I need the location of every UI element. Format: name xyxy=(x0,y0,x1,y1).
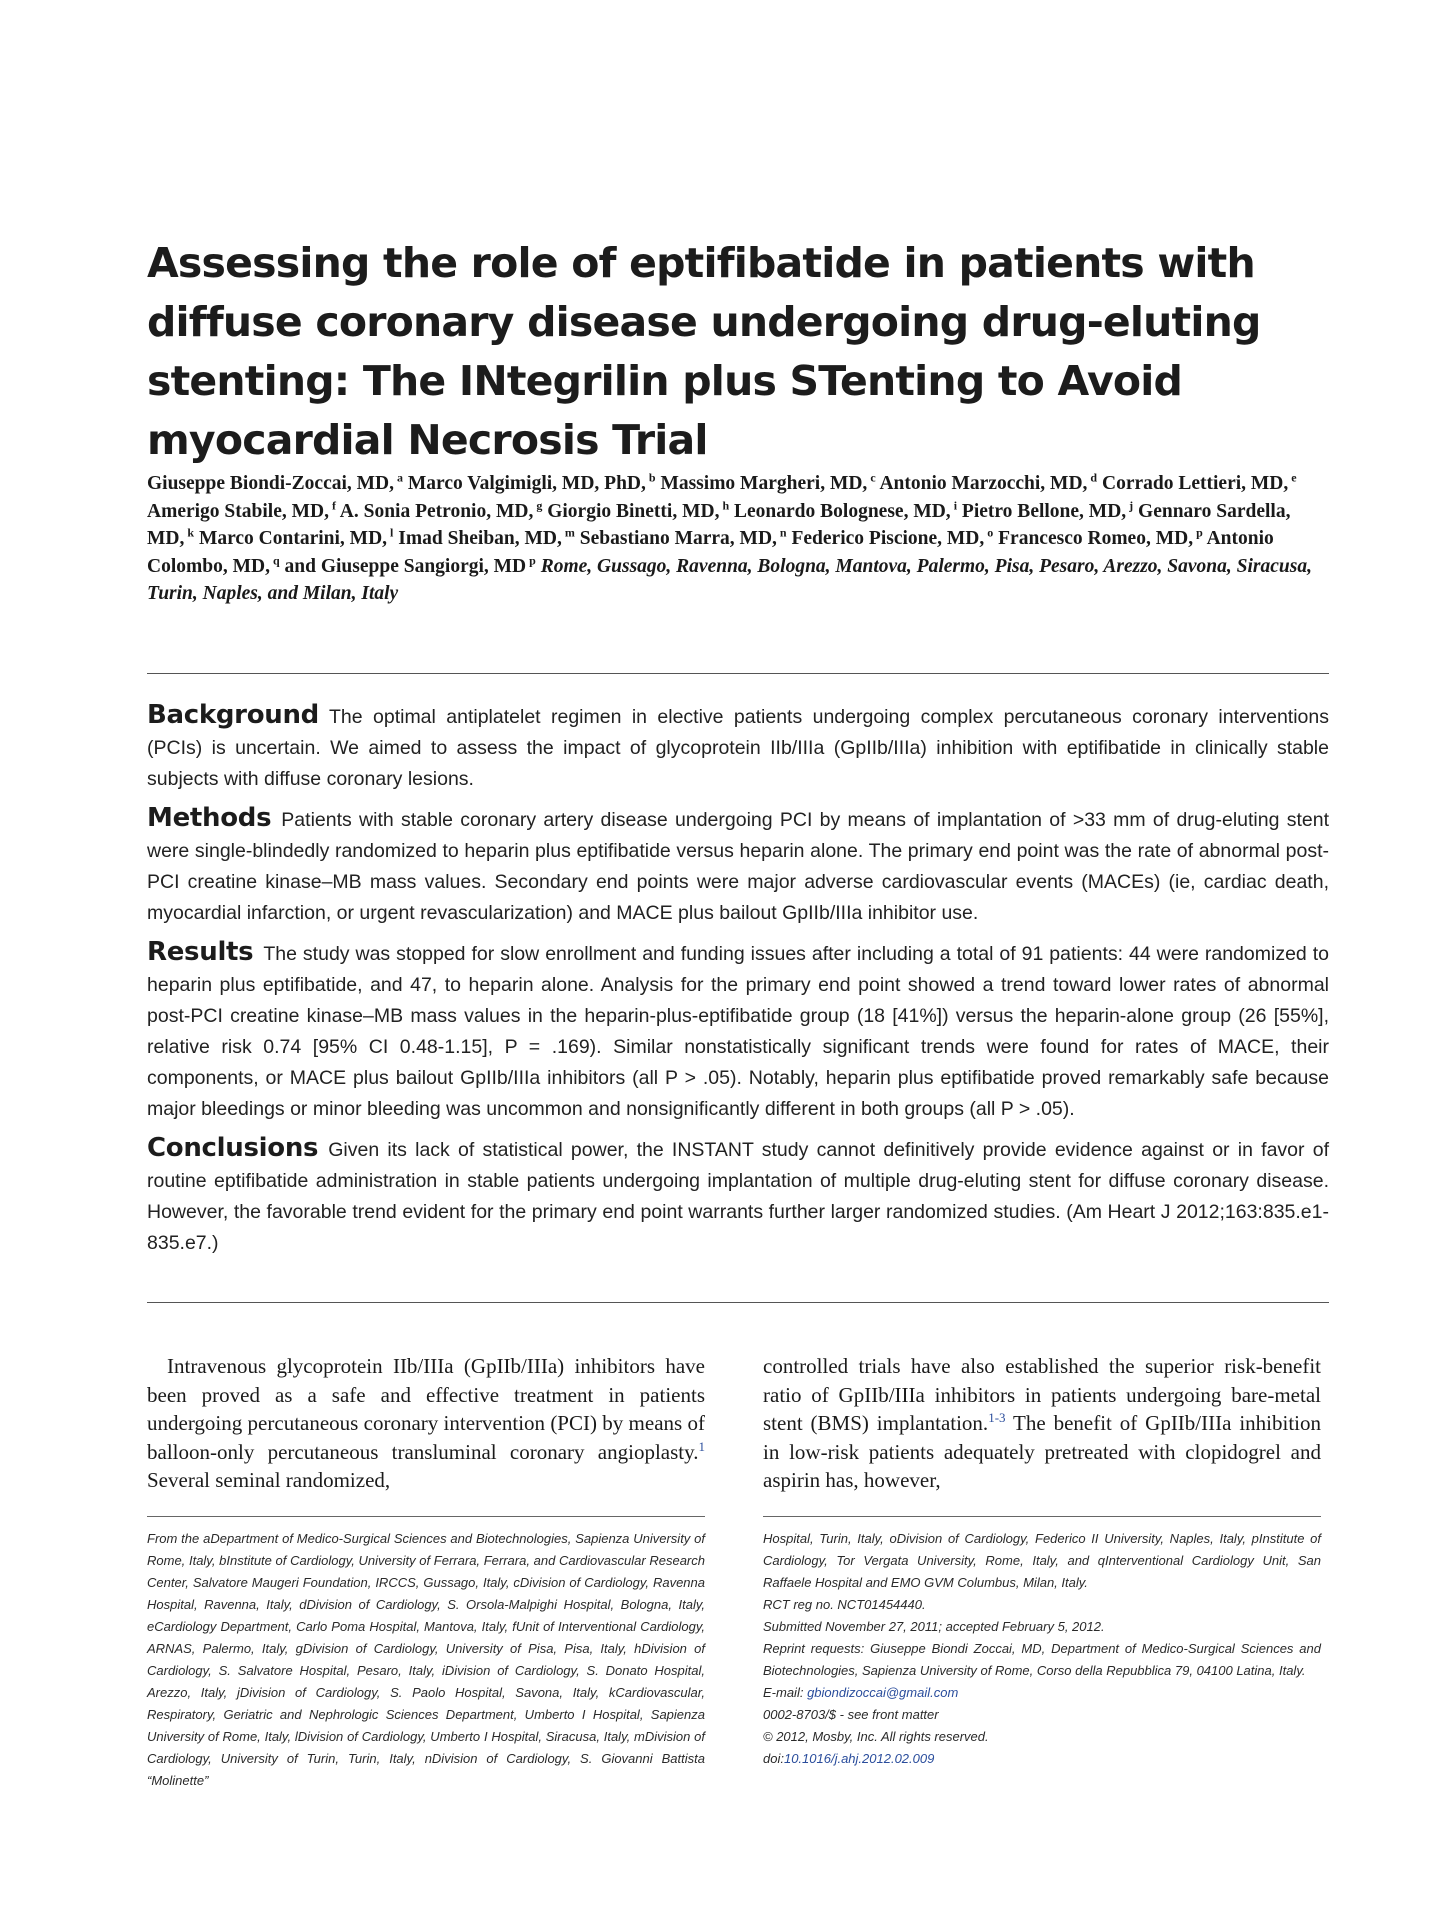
body-text-left-b: Several seminal randomized, xyxy=(147,1468,391,1492)
affiliation-marker: l xyxy=(387,525,394,540)
email-link[interactable]: gbiondizoccai@gmail.com xyxy=(807,1685,959,1700)
author-name: Marco Contarini, MD, xyxy=(198,528,388,549)
body-text-right-a: controlled trials have also established the superior risk-benefit ratio of GpIIb/IIIa inhibitors in patients undergoing bare-metal stent (BMS) implantation. xyxy=(763,1354,1321,1435)
abstract-text-background: The optimal antiplatelet regimen in elective patients undergoing complex percutaneous coronary interventions (PCIs) is uncertain. We aimed to assess the impact of glycoprotein IIb/IIIa (GpIIb/IIIa) inhibition with eptifibatide in clinically stable subjects with diffuse coronary lesions. xyxy=(147,706,1329,790)
affiliation-marker: k xyxy=(184,525,195,540)
author-name: and Giuseppe Sangiorgi, MD xyxy=(284,555,527,577)
affiliation-marker: h xyxy=(719,498,730,512)
doi-link[interactable]: 10.1016/j.ahj.2012.02.009 xyxy=(783,1751,935,1766)
email-label: E-mail: xyxy=(763,1685,808,1700)
divider-top xyxy=(147,673,1329,674)
abstract-heading-background: Background xyxy=(147,700,319,730)
affiliation-marker: f xyxy=(328,498,336,512)
author-name: A. Sonia Petronio, MD, xyxy=(339,500,534,522)
abstract-text-methods: Patients with stable coronary artery disease undergoing PCI by means of implantation of >33 mm of drug-eluting stent were single-blindedly randomized to heparin plus eptifibatide versus heparin alone. The primary end point was the rate of abnormal post-PCI creatine kinase–MB mass values. Secondary end points were major adverse cardiovascular events (MACEs) (ie, cardiac death, myocardial infarction, or urgent revascularization) and MACE plus bailout GpIIb/IIIa inhibitor use. xyxy=(147,809,1329,924)
abstract-text-results: The study was stopped for slow enrollment and funding issues after including a total of 91 patients: 44 were randomized to heparin plus eptifibatide, and 47, to heparin alone. Analysis for the primary end point showed a trend toward lower rates of abnormal post-PCI creatine kinase–MB mass values in the heparin-plus-eptifibatide group (18 [41%]) versus the heparin-alone group (26 [55%], relative risk 0.74 [95% CI 0.48-1.15], P = .169). Similar nonstatistically significant trends were found for rates of MACE, their components, or MACE plus bailout GpIIb/IIIa inhibitors (all P > .05). Notably, heparin plus eptifibatide proved remarkably safe because major bleedings or minor bleeding was uncommon and nonsignificantly different in both groups (all P > .05). xyxy=(147,943,1329,1120)
author-name: Gennaro Sardella, MD, xyxy=(147,500,1291,549)
footnote-right xyxy=(763,1528,1321,1770)
body-paragraph-right xyxy=(763,1352,1321,1495)
abstract-heading-methods: Methods xyxy=(147,803,272,833)
abstract-heading-conclusions: Conclusions xyxy=(147,1133,319,1163)
author-locations: Rome, Gussago, Ravenna, Bologna, Mantova, Palermo, Pisa, Pesaro, Arezzo, Savona, Siracusa, Turin, Naples, and Milan, Italy xyxy=(147,555,1312,604)
author-name: Marco Valgimigli, MD, PhD, xyxy=(407,473,646,494)
affiliations-text: From the aDepartment of Medico-Surgical Sciences and Biotechnologies, Sapienza University of Rome, Italy, bInstitute of Cardiology, University of Ferrara, Ferrara, and Cardiovascular Research Center, Salvatore Maugeri Foundation, IRCCS, Gussago, Italy, cDivision of Cardiology, Ravenna Hospital, Ravenna, Italy, dDivision of Cardiology, S. Orsola-Malpighi Hospital, Bologna, Italy, eCardiology Department, Carlo Poma Hospital, Mantova, Italy, fUnit of Interventional Cardiology, ARNAS, Palermo, Italy, gDivision of Cardiology, University of Pisa, Pisa, Italy, hDivision of Cardiology, S. Salvatore Hospital, Pesaro, Italy, iDivision of Cardiology, S. Donato Hospital, Arezzo, Italy, jDivision of Cardiology, S. Paolo Hospital, Savona, Italy, kCardiovascular, Respiratory, Geriatric and Nephrologic Sciences Department, Umberto I Hospital, Sapienza University of Rome, Italy, lDivision of Cardiology, Umberto I Hospital, Siracusa, Italy, mDivision of Cardiology, University of Turin, Turin, Italy, nDivision of Cardiology, S. Giovanni Battista “Molinette” xyxy=(147,1531,705,1788)
author-name: Imad Sheiban, MD, xyxy=(398,528,562,549)
copyright-line: © 2012, Mosby, Inc. All rights reserved. xyxy=(763,1729,989,1744)
submission-dates: Submitted November 27, 2011; accepted February 5, 2012. xyxy=(763,1619,1105,1634)
affiliation-marker: i xyxy=(950,498,958,512)
abstract-heading-results: Results xyxy=(147,937,254,967)
abstract-text-conclusions: Given its lack of statistical power, the INSTANT study cannot definitively provide evidence against or in favor of routine eptifibatide administration in stable patients undergoing implantation of multiple drug-eluting stent for diffuse coronary disease. However, the favorable trend evident for the primary end point warrants further larger randomized studies. (Am Heart J 2012;163:835.e1-835.e7.) xyxy=(147,1139,1329,1254)
footnote-rule-right xyxy=(763,1516,1321,1517)
affiliation-marker: a xyxy=(394,470,404,485)
author-list xyxy=(147,470,1329,608)
doi-label: doi: xyxy=(763,1751,784,1766)
affiliation-marker: p xyxy=(526,553,536,567)
affiliations-continued: Hospital, Turin, Italy, oDivision of Cardiology, Federico II University, Naples, Italy, pInstitute of Cardiology, Tor Vergata University, Rome, Italy, and qInterventional Cardiology Unit, San Raffaele Hospital and EMO GVM Columbus, Milan, Italy. xyxy=(763,1531,1321,1590)
footnote-rule-left xyxy=(147,1516,705,1517)
author-name: Antonio Marzocchi, MD, xyxy=(879,473,1088,494)
reprint-requests: Reprint requests: Giuseppe Biondi Zoccai, MD, Department of Medico-Surgical Sciences and Biotechnologies, Sapienza University of Rome, Corso della Repubblica 79, 04100 Latina, Italy. xyxy=(763,1641,1321,1678)
doi-line xyxy=(763,1748,1321,1770)
affiliation-marker: g xyxy=(533,498,543,512)
affiliation-marker: d xyxy=(1087,470,1098,485)
affiliation-marker: e xyxy=(1288,470,1297,485)
abstract xyxy=(147,700,1329,1267)
author-name: Giorgio Binetti, MD, xyxy=(547,500,720,522)
body-column-right xyxy=(763,1352,1321,1495)
author-name: Sebastiano Marra, MD, xyxy=(579,528,777,549)
affiliation-marker: c xyxy=(867,470,876,485)
affiliation-marker: p xyxy=(1193,525,1203,540)
affiliation-marker: q xyxy=(269,553,280,567)
email-line xyxy=(763,1682,1321,1704)
author-name: Federico Piscione, MD, xyxy=(791,528,985,549)
issn-line: 0002-8703/$ - see front matter xyxy=(763,1707,939,1722)
affiliation-marker: n xyxy=(776,525,787,540)
author-name: Corrado Lettieri, MD, xyxy=(1101,473,1289,494)
divider-bottom xyxy=(147,1302,1329,1303)
footnote-affiliations-left xyxy=(147,1528,705,1792)
affiliation-marker: m xyxy=(561,525,575,540)
body-text-left-a: Intravenous glycoprotein IIb/IIIa (GpIIb/IIIa) inhibitors have been proved as a safe and effective treatment in patients undergoing percutaneous coronary intervention (PCI) by means of balloon-only percutaneous transluminal coronary angioplasty. xyxy=(147,1354,705,1464)
body-paragraph-left xyxy=(147,1352,705,1495)
body-column-left xyxy=(147,1352,705,1495)
author-name: Leonardo Bolognese, MD, xyxy=(734,500,951,522)
affiliation-marker: o xyxy=(984,525,994,540)
author-name: Antonio Colombo, MD, xyxy=(147,528,1274,577)
author-name: Amerigo Stabile, MD, xyxy=(147,500,329,522)
abstract-conclusions xyxy=(147,1133,1329,1259)
rct-registration: RCT reg no. NCT01454440. xyxy=(763,1597,926,1612)
abstract-results xyxy=(147,937,1329,1125)
abstract-background xyxy=(147,700,1329,795)
author-name: Francesco Romeo, MD, xyxy=(998,528,1194,549)
abstract-methods xyxy=(147,803,1329,929)
citation-link[interactable]: 1 xyxy=(698,1438,705,1454)
affiliation-marker: b xyxy=(645,470,656,485)
article-title: Assessing the role of eptifibatide in patients with diffuse coronary disease undergoing drug-eluting stenting: The INtegrilin plus STenting to Avoid myocardial Necrosis Trial xyxy=(147,239,1261,464)
author-name: Giuseppe Biondi-Zoccai, MD, xyxy=(147,473,395,494)
body-text-right-b: The benefit of GpIIb/IIIa inhibition in low-risk patients adequately pretreated with clopidogrel and aspirin has, however, xyxy=(763,1411,1321,1492)
author-name: Pietro Bellone, MD, xyxy=(961,500,1127,522)
affiliation-marker: j xyxy=(1126,498,1134,512)
citation-link[interactable]: 1-3 xyxy=(988,1410,1006,1425)
author-name: Massimo Margheri, MD, xyxy=(660,473,868,494)
